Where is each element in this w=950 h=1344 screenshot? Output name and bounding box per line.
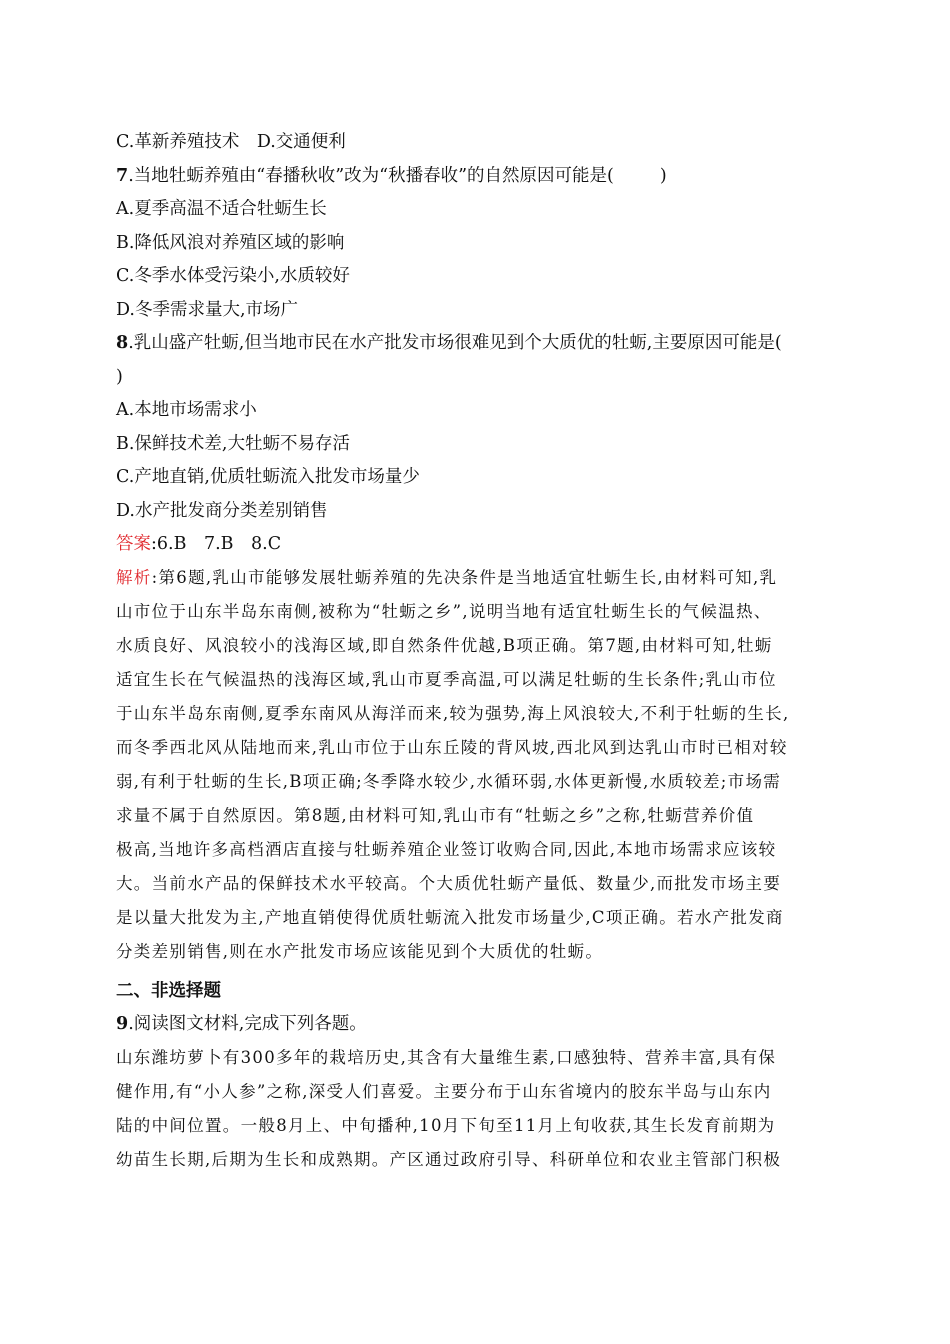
analysis-line-8: 极高,当地许多高档酒店直接与牡蛎养殖企业签订收购合同,因此,本地市场需求应该较: [116, 840, 777, 859]
q8-stem-cont: ): [116, 367, 123, 387]
q8-number: 8: [116, 333, 129, 353]
q9-material-line-2: 陆的中间位置。一般8月上、中旬播种,10月下旬至11月上旬收获,其生长发育前期为: [116, 1116, 776, 1135]
section-heading: 二、非选择题: [116, 981, 221, 1001]
analysis-line-4: 于山东半岛东南侧,夏季东南风从海洋而来,较为强势,海上风浪较大,不利于牡蛎的生长,: [116, 704, 790, 723]
q9-material-line-1: 健作用,有“小人参”之称,深受人们喜爱。主要分布于山东省境内的胶东半岛与山东内: [116, 1082, 772, 1101]
q7-option-b: B.降低风浪对养殖区域的影响: [116, 233, 345, 253]
q7-stem: [116, 164, 667, 188]
analysis-line-9: 大。当前水产品的保鲜技术水平较高。个大质优牡蛎产量低、数量少,而批发市场主要: [116, 874, 782, 893]
q8-option-a: A.本地市场需求小: [116, 400, 257, 420]
q7-number: 7: [116, 166, 129, 186]
q9-material-line-3: 幼苗生长期,后期为生长和成熟期。产区通过政府引导、科研单位和农业主管部门积极: [116, 1150, 782, 1169]
q7-option-a: A.夏季高温不适合牡蛎生长: [116, 199, 327, 219]
q6-options-cd: C.革新养殖技术 D.交通便利: [116, 132, 346, 152]
analysis-line-10: 是以量大批发为主,产地直销使得优质牡蛎流入批发市场量少,C项正确。若水产批发商: [116, 908, 784, 927]
q8-stem: [116, 331, 782, 355]
q9-material-line-0: 山东潍坊萝卜有300多年的栽培历史,其含有大量维生素,口感独特、营养丰富,具有保: [116, 1048, 777, 1067]
analysis-line: [116, 566, 777, 590]
analysis-line-7: 求量不属于自然原因。第8题,由材料可知,乳山市有“牡蛎之乡”之称,牡蛎营养价值: [116, 806, 755, 825]
analysis-line-11: 分类差别销售,则在水产批发市场应该能见到个大质优的牡蛎。: [116, 942, 604, 961]
analysis-line-1: 山市位于山东半岛东南侧,被称为“牡蛎之乡”,说明当地有适宜牡蛎生长的气候温热、: [116, 602, 772, 621]
analysis-line-5: 而冬季西北风从陆地而来,乳山市位于山东丘陵的背风坡,西北风到达乳山市时已相对较: [116, 738, 788, 757]
analysis-label: 解析: [116, 568, 152, 587]
q9-number: 9: [116, 1014, 129, 1034]
q7-stem-text: .当地牡蛎养殖由“春播秋收”改为“秋播春收”的自然原因可能是(: [128, 166, 614, 186]
q8-option-c: C.产地直销,优质牡蛎流入批发市场量少: [116, 467, 420, 487]
q7-option-d: D.冬季需求量大,市场广: [116, 300, 299, 320]
analysis-line-3: 适宜生长在气候温热的浅海区域,乳山市夏季高温,可以满足牡蛎的生长条件;乳山市位: [116, 670, 777, 689]
answer-text: :6.B 7.B 8.C: [151, 534, 282, 554]
analysis-line-6: 弱,有利于牡蛎的生长,B项正确;冬季降水较少,水循环弱,水体更新慢,水质较差;市场需: [116, 772, 782, 791]
q8-option-d: D.水产批发商分类差别销售: [116, 501, 328, 521]
q9-stem: [116, 1012, 367, 1036]
q8-option-b: B.保鲜技术差,大牡蛎不易存活: [116, 434, 350, 454]
analysis-line-2: 水质良好、风浪较小的浅海区域,即自然条件优越,B项正确。第7题,由材料可知,牡蛎: [116, 636, 773, 655]
answer-label: 答案: [116, 534, 151, 554]
q7-option-c: C.冬季水体受污染小,水质较好: [116, 266, 350, 286]
q8-stem-text: .乳山盛产牡蛎,但当地市民在水产批发市场很难见到个大质优的牡蛎,主要原因可能是(: [128, 333, 782, 353]
answer-line: [116, 532, 281, 556]
analysis-line-0: :第6题,乳山市能够发展牡蛎养殖的先决条件是当地适宜牡蛎生长,由材料可知,乳: [151, 568, 778, 587]
q9-stem-text: .阅读图文材料,完成下列各题。: [128, 1014, 367, 1034]
q7-close-paren: ): [659, 166, 667, 186]
